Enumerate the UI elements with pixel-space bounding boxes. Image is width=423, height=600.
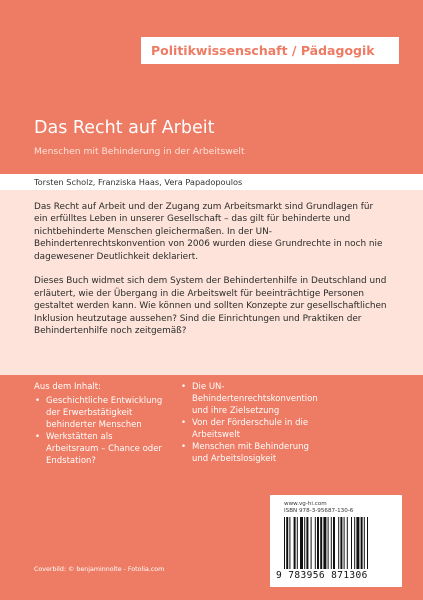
publisher-url: www.vg-hi.com (284, 501, 327, 507)
book-title: Das Recht auf Arbeit (34, 118, 215, 138)
contents-item (34, 431, 164, 467)
contents-item-text: Werkstätten als Arbeitsraum – Chance oder Endstation? (46, 432, 162, 466)
contents-column-left (34, 381, 164, 467)
contents-list-left (34, 395, 164, 467)
bullet-icon: • (181, 418, 187, 428)
contents-list-right (180, 381, 320, 465)
cover-credit: Coverbild: © benjaminnolte - Fotolia.com (34, 566, 165, 573)
bullet-icon: • (35, 432, 41, 442)
barcode-icon (284, 517, 396, 569)
contents-item (180, 381, 320, 417)
contents-item-text: Geschichtliche Entwicklung der Erwerbstätigkeit behinderter Menschen (46, 396, 163, 430)
description-paragraph-1: Das Recht auf Arbeit und der Zugang zum Arbeitsmarkt sind Grundlagen für ein erfülltes Leben in unserer Gesellschaft – das gilt für behinderte und nichtbehinderte Menschen gleichermaßen. In der UN-Behindertenrechtskonvention von 2006 wurden diese Grundrechte in noch nie dagewesener Deutlichkeit deklariert. (34, 202, 383, 262)
barcode-box (270, 495, 402, 587)
authors-line: Torsten Scholz, Franziska Haas, Vera Papadopoulos (0, 174, 423, 190)
contents-item (180, 417, 320, 441)
book-subtitle: Menschen mit Behinderung in der Arbeitswelt (34, 146, 245, 157)
contents-column-right (180, 381, 320, 465)
description-box (0, 190, 423, 375)
barcode-digits: 9 783956 871306 (276, 570, 368, 581)
series-label: Politikwissenschaft / Pädagogik (141, 37, 399, 64)
description-paragraph-2: Dieses Buch widmet sich dem System der Behindertenhilfe in Deutschland und erläutert, wie der Übergang in die Arbeitswelt für beeinträchtige Personen gestaltet werden kann. Wie können und sollten Konzepte zur gesellschaftlichen Inklusion heutzutage aussehen? Sind die Einrichtungen und Praktiken der Behindertenhilfe noch zeitgemäß? (34, 276, 387, 337)
isbn-label: ISBN 978-3-95687-130-6 (284, 508, 354, 514)
contents-item-text: Die UN-Behindertenrechtskonvention und ihre Zielsetzung (192, 382, 318, 416)
bullet-icon: • (181, 442, 187, 452)
contents-item (180, 441, 320, 465)
bullet-icon: • (181, 382, 187, 392)
contents-heading: Aus dem Inhalt: (34, 382, 101, 392)
contents-item (34, 395, 164, 431)
contents-item-text: Menschen mit Behinderung und Arbeitslosigkeit (192, 442, 309, 464)
contents-item-text: Von der Förderschule in die Arbeitswelt (192, 418, 309, 440)
bullet-icon: • (35, 396, 41, 406)
